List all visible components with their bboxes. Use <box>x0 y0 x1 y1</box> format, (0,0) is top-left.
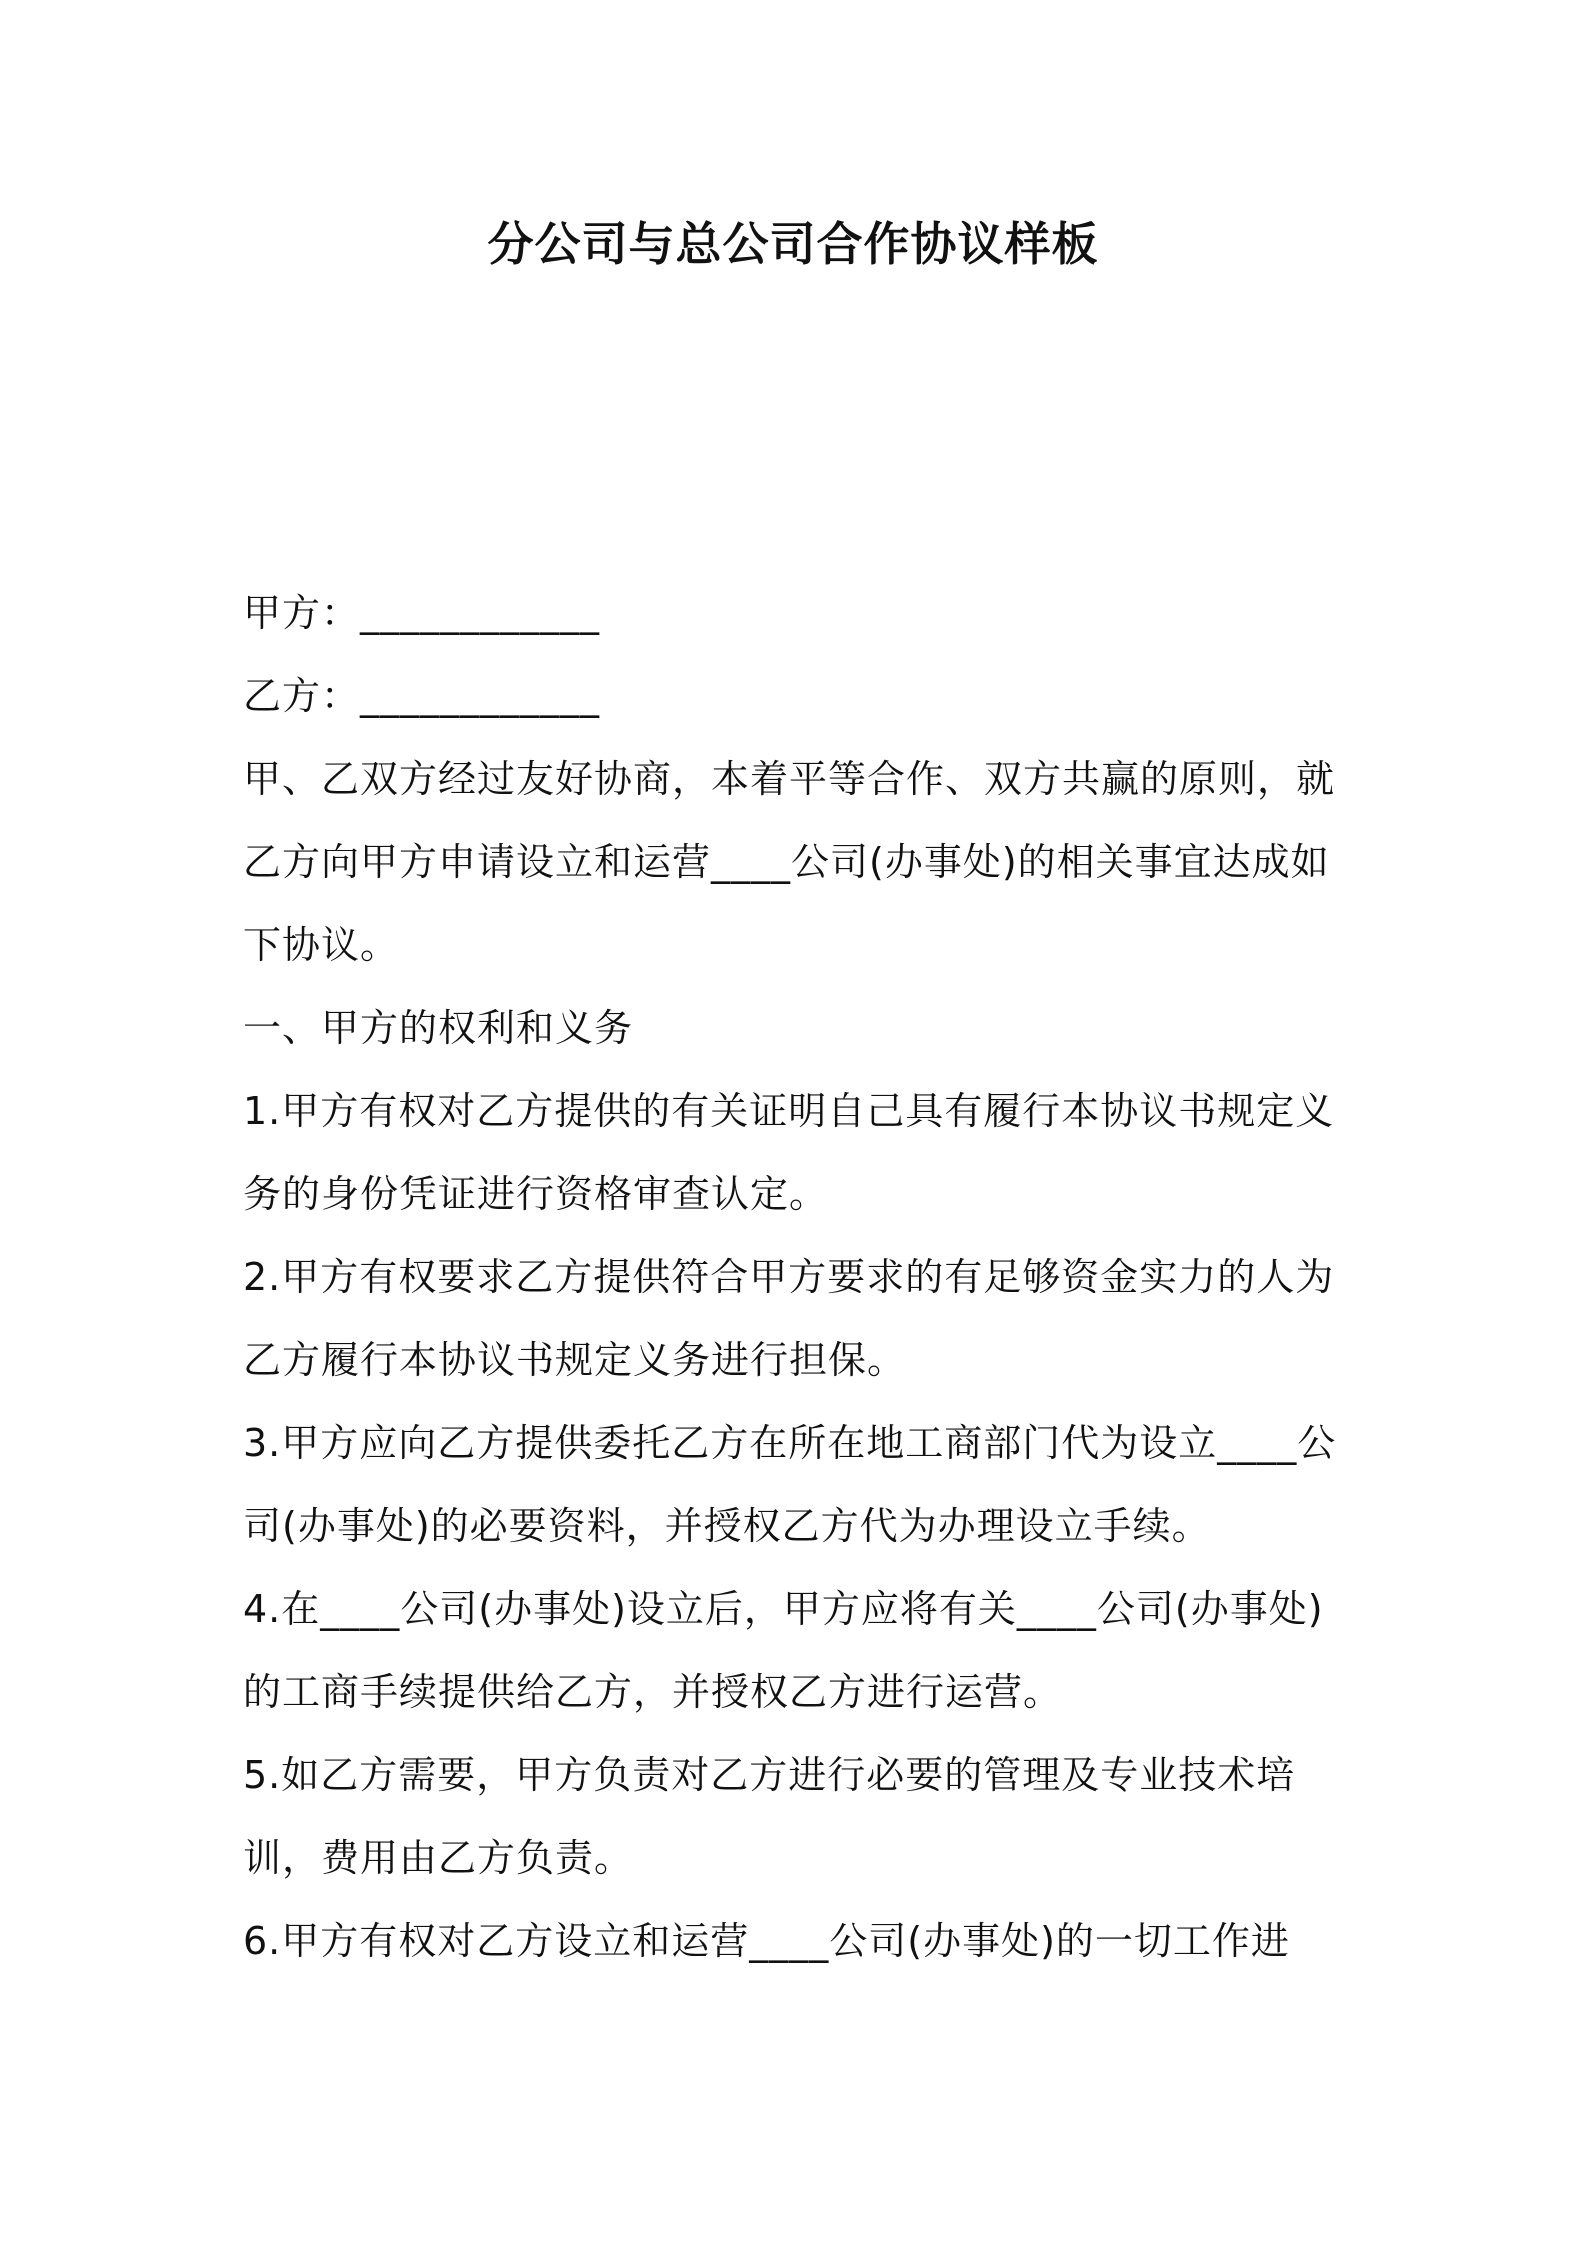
section-heading: 一、甲方的权利和义务 <box>243 1006 634 1050</box>
clause-1: 1.甲方有权对乙方提供的有关证明自己具有履行本协议书规定义务的身份凭证进行资格审查认定。 <box>243 1089 1335 1216</box>
clause-2: 2.甲方有权要求乙方提供符合甲方要求的有足够资金实力的人为乙方履行本协议书规定义务进行担保。 <box>243 1255 1335 1382</box>
document-body <box>243 572 1353 1983</box>
clause-4: 4.在____公司(办事处)设立后，甲方应将有关____公司(办事处)的工商手续提供给乙方，并授权乙方进行运营。 <box>243 1587 1324 1714</box>
party-b-line: 乙方：____________ <box>243 674 601 718</box>
clause-3: 3.甲方应向乙方提供委托乙方在所在地工商部门代为设立____公司(办事处)的必要资料，并授权乙方代为办理设立手续。 <box>243 1421 1337 1548</box>
party-a-line: 甲方：____________ <box>243 591 601 635</box>
clause-6: 6.甲方有权对乙方设立和运营____公司(办事处)的一切工作进 <box>243 1919 1290 1963</box>
preamble-paragraph: 甲、乙双方经过友好协商，本着平等合作、双方共赢的原则，就乙方向甲方申请设立和运营____公司(办事处)的相关事宜达成如下协议。 <box>243 757 1336 967</box>
document-title: 分公司与总公司合作协议样板 <box>487 217 1099 271</box>
clause-5: 5.如乙方需要，甲方负责对乙方进行必要的管理及专业技术培训，费用由乙方负责。 <box>243 1753 1296 1880</box>
